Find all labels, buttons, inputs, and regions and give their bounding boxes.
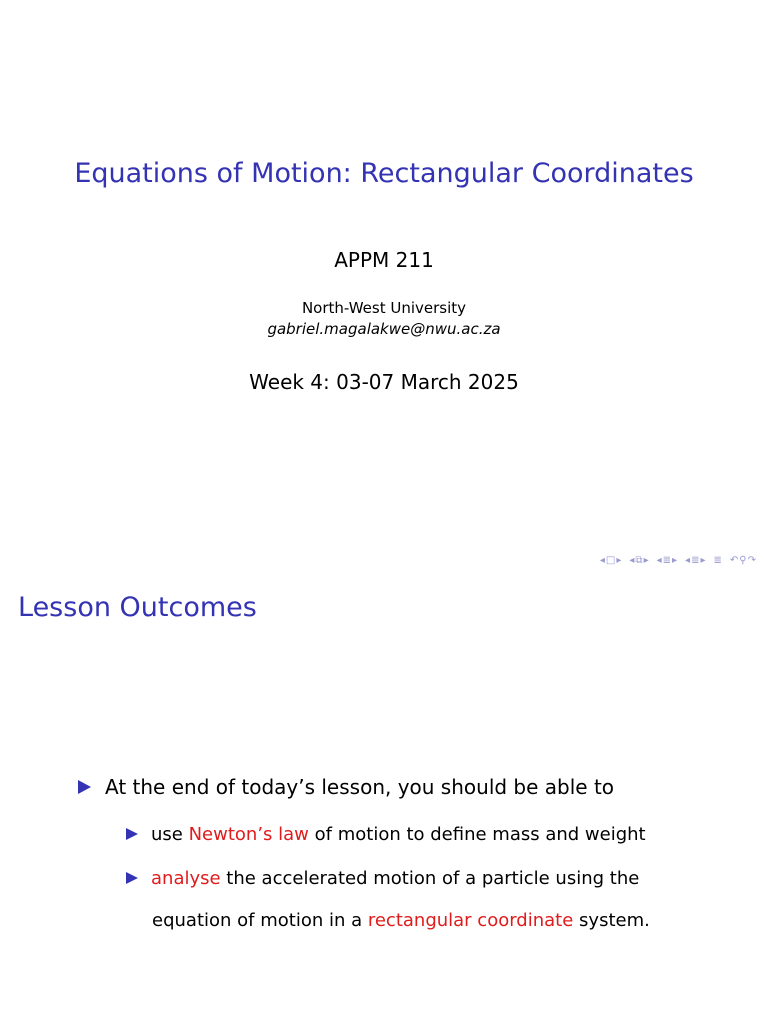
forward-icon[interactable]: ↷ — [747, 555, 756, 566]
frame-navigation — [600, 556, 622, 566]
document-icon[interactable]: ≣ — [691, 555, 700, 566]
subsection-icon[interactable]: ⧉ — [635, 555, 643, 566]
frame-prev-icon[interactable]: ◂ — [599, 555, 605, 566]
document-next-icon[interactable]: ▸ — [700, 555, 706, 566]
sub-list-item — [126, 824, 646, 845]
highlight-rectangular-coordinate: rectangular coordinate — [367, 910, 574, 931]
document-prev-icon[interactable]: ◂ — [685, 555, 691, 566]
sub-bullet-continuation — [152, 910, 650, 931]
course-code: APPM 211 — [334, 248, 434, 272]
section-prev-icon[interactable]: ◂ — [656, 555, 662, 566]
list-item — [78, 775, 614, 799]
continuation-post: system. — [573, 910, 650, 931]
back-icon[interactable]: ↶ — [729, 555, 739, 566]
document-navigation — [685, 556, 705, 566]
appendix-navigation — [714, 556, 722, 566]
frame-next-icon[interactable]: ▸ — [616, 555, 622, 566]
institute-name: North-West University — [301, 299, 467, 317]
bullet-triangle-icon — [126, 872, 138, 884]
sub-bullet-line1: the accelerated motion of a particle using the — [220, 868, 640, 889]
presentation-date: Week 4: 03-07 March 2025 — [249, 370, 519, 394]
beamer-navigation-bar — [600, 556, 760, 566]
subsection-prev-icon[interactable]: ◂ — [629, 555, 635, 566]
section-next-icon[interactable]: ▸ — [672, 555, 678, 566]
continuation-pre: equation of motion in a — [152, 910, 368, 931]
sub-bullet-text — [151, 824, 646, 845]
presentation-title: Equations of Motion: Rectangular Coordinates — [74, 158, 694, 189]
appendix-icon[interactable]: ≣ — [713, 555, 722, 566]
highlight-newtons-law: Newton’s law — [188, 824, 309, 845]
lesson-outcomes-slide — [0, 576, 768, 1024]
search-icon[interactable]: ⚲ — [739, 555, 747, 566]
section-icon[interactable]: ≣ — [662, 555, 672, 566]
bullet-triangle-icon — [126, 828, 138, 840]
subsection-navigation — [629, 556, 648, 566]
author-email: gabriel.magalakwe@nwu.ac.za — [267, 320, 501, 338]
sub-bullet-post: of motion to define mass and weight — [308, 824, 646, 845]
subsection-next-icon[interactable]: ▸ — [643, 555, 649, 566]
bullet-triangle-icon — [78, 780, 91, 794]
frame-icon[interactable]: □ — [605, 555, 616, 566]
frame-title: Lesson Outcomes — [18, 592, 257, 623]
sub-bullet-text — [151, 868, 639, 889]
bullet-text: At the end of today’s lesson, you should be able to — [105, 775, 615, 799]
sub-list-item — [126, 868, 639, 889]
search-navigation — [730, 556, 756, 566]
section-navigation — [657, 556, 677, 566]
sub-bullet-pre: use — [151, 824, 189, 845]
highlight-analyse: analyse — [151, 868, 221, 889]
